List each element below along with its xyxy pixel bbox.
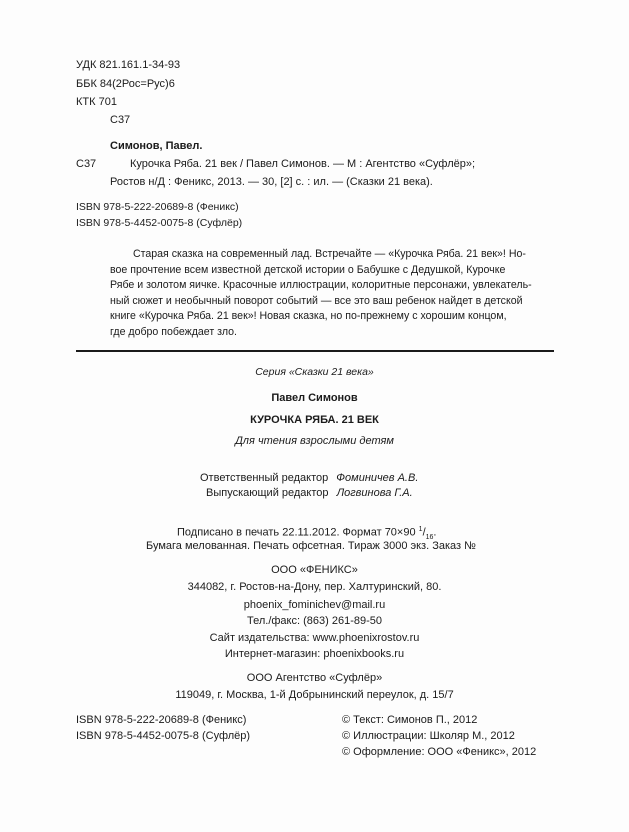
udk-code: УДК 821.161.1-34-93 [76,59,181,71]
publisher2-address: 119049, г. Москва, 1-й Добрынинский переулок, д. 15/7 [175,689,454,701]
signed-to-print: Подписано в печать 22.11.2012. Формат 70×90 $^1/_{16}$. [177,526,437,541]
annotation-line: Старая сказка на современный лад. Встречайте — «Курочка Ряба. 21 век»! Но- [133,248,526,260]
release-editor [206,486,413,500]
annotation-line: вое прочтение всем известной детской истории о Бабушке с Дедушкой, Курочке [110,263,506,276]
isbn-top-2: ISBN 978-5-4452-0075-8 (Суфлёр) [76,217,243,229]
publisher-email: phoenix_fominichev@mail.ru [243,599,386,611]
publisher-shop: Интернет-магазин: phoenixbooks.ru [224,648,405,660]
imprint-author: Павел Симонов [271,392,358,404]
release-role: Выпускающий редактор [206,487,329,499]
copyright-text: © Текст: Симонов П., 2012 [342,714,478,726]
annotation [110,247,554,340]
publisher-site: Сайт издательства: www.phoenixrostov.ru [209,632,420,644]
release-name: Логвинова Г.А. [336,487,413,499]
author-sign-code: С37 [110,114,131,126]
publisher-address: 344082, г. Ростов-на-Дону, пер. Халтуринский, 80. [187,581,442,593]
responsible-editor [200,471,418,485]
annotation-line: книге «Курочка Ряба. 21 век»! Новая сказка, но по-прежнему с хорошим концом, [110,310,507,322]
imprint-title: КУРОЧКА РЯБА. 21 ВЕК [250,414,379,426]
copyright-design: © Оформление: ООО «Феникс», 2012 [342,746,537,758]
annotation-line: ный сюжет и необычный поворот событий — все это ваш ребенок найдет в детской [110,294,523,307]
format-denominator: 16 [425,533,434,541]
paper-info: Бумага мелованная. Печать офсетная. Тираж 3000 экз. Заказ № [146,540,476,552]
signed-text: Подписано в печать 22.11.2012. Формат 70×90 [177,526,416,539]
format-numerator: 1 [418,526,423,533]
editor-name: Фоминичев А.В. [336,472,419,484]
entry-author: Симонов, Павел. [110,140,203,152]
isbn-bottom-2: ISBN 978-5-4452-0075-8 (Суфлёр) [76,730,251,742]
publisher2-name: ООО Агентство «Суфлёр» [246,672,383,684]
copyright-illustrations: © Иллюстрации: Школяр М., 2012 [342,730,515,742]
entry-code: С37 [76,158,97,170]
format-end: . [433,526,437,539]
entry-line-2: Ростов н/Д : Феникс, 2013. — 30, [2] с. : ил. — (Сказки 21 века). [110,176,433,188]
editor-role: Ответственный редактор [200,472,329,484]
entry-line-1: Курочка Ряба. 21 век / Павел Симонов. — М : Агентство «Суфлёр»; [130,158,476,170]
publisher-name: ООО «ФЕНИКС» [271,564,358,576]
divider-rule [76,350,554,352]
annotation-line: где добро побеждает зло. [110,325,237,338]
isbn-top-1: ISBN 978-5-222-20689-8 (Феникс) [76,201,239,213]
ktk-code: КТК 701 [76,96,117,108]
annotation-line: Рябе и золотом яичке. Красочные иллюстрации, колоритные персонажи, увлекатель- [110,279,532,291]
series-name: Серия «Сказки 21 века» [255,366,374,378]
publisher-phone: Тел./факс: (863) 261-89-50 [247,615,382,627]
audience: Для чтения взрослыми детям [235,435,394,447]
bbk-code: ББК 84(2Рос=Рус)6 [76,78,175,90]
isbn-bottom-1: ISBN 978-5-222-20689-8 (Феникс) [76,714,247,726]
